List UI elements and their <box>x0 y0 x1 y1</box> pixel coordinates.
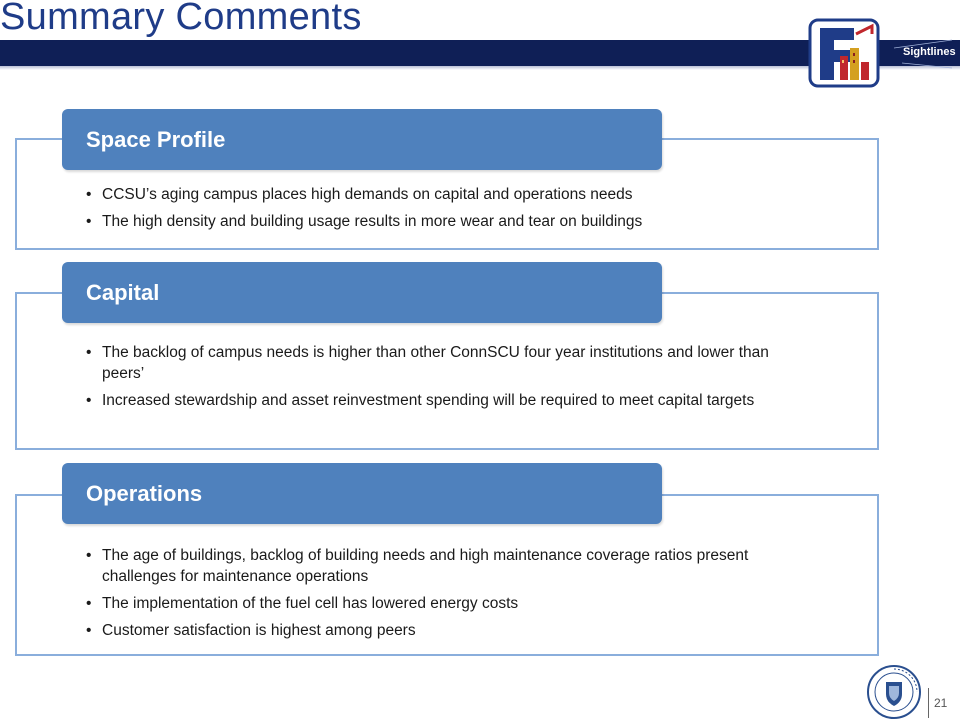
list-item: • Customer satisfaction is highest among peers <box>86 620 806 641</box>
page-number: 21 <box>934 696 948 710</box>
section-header-label: Operations <box>86 480 203 506</box>
list-item: • CCSU’s aging campus places high demands on capital and operations needs <box>86 184 806 205</box>
capital-bullets <box>86 342 806 417</box>
list-item: • The high density and building usage results in more wear and tear on buildings <box>86 211 806 232</box>
brand-name: Sightlines <box>903 46 956 58</box>
space-profile-header <box>62 109 662 170</box>
list-item: • The backlog of campus needs is higher than other ConnSCU four year institutions and lower than peers’ <box>86 342 806 384</box>
slide-title: Summary Comments <box>0 0 362 38</box>
operations-bullets <box>86 545 806 647</box>
capital-header <box>62 262 662 323</box>
space-profile-bullets <box>86 184 806 238</box>
operations-header <box>62 463 662 524</box>
section-header-label: Capital <box>86 279 160 305</box>
list-item: • The implementation of the fuel cell has lowered energy costs <box>86 593 806 614</box>
list-item: • Increased stewardship and asset reinvestment spending will be required to meet capital targets <box>86 390 806 411</box>
list-item: • The age of buildings, backlog of building needs and high maintenance coverage ratios present challenges for maintenance operations <box>86 545 806 587</box>
section-header-label: Space Profile <box>86 126 226 152</box>
footer-divider <box>928 688 929 718</box>
university-seal-icon <box>866 664 922 720</box>
